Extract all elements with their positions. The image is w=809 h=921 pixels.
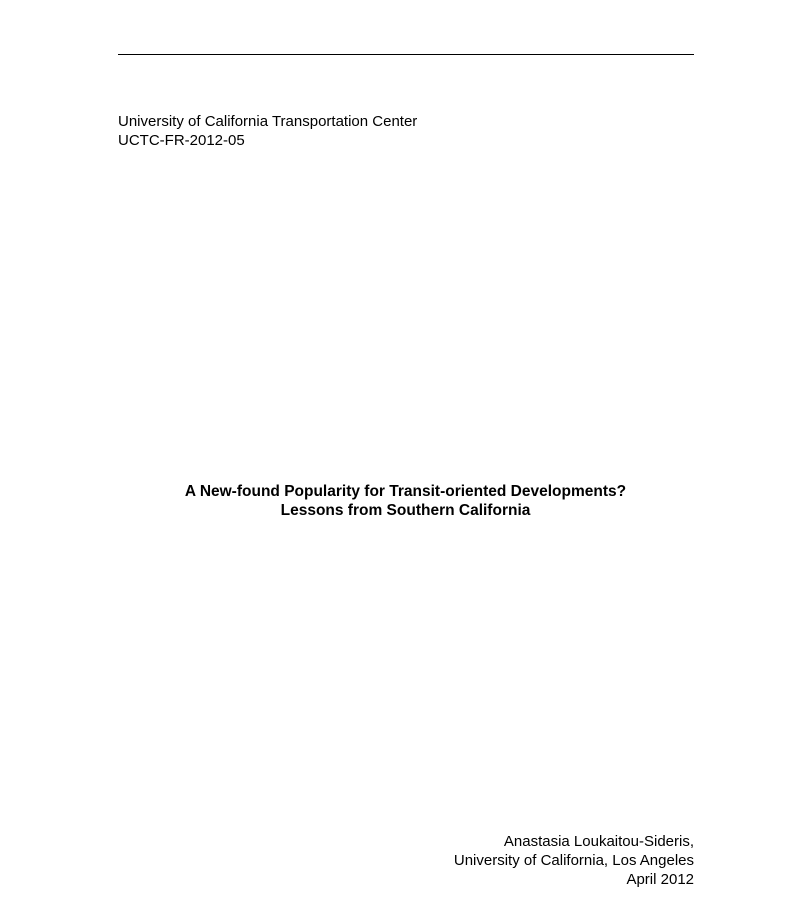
publication-date: April 2012: [626, 871, 694, 888]
author-block: [454, 832, 694, 889]
top-horizontal-rule: [118, 54, 694, 55]
document-title: [0, 482, 809, 520]
author-name: Anastasia Loukaitou-Sideris,: [503, 833, 694, 850]
organization-name: University of California Transportation Center: [118, 113, 418, 130]
title-line-2: Lessons from Southern California: [280, 502, 531, 519]
author-affiliation: University of California, Los Angeles: [453, 852, 694, 869]
organization-block: [118, 112, 417, 150]
title-line-1: A New-found Popularity for Transit-oriented Developments?: [184, 483, 627, 500]
report-number: UCTC-FR-2012-05: [118, 132, 245, 149]
